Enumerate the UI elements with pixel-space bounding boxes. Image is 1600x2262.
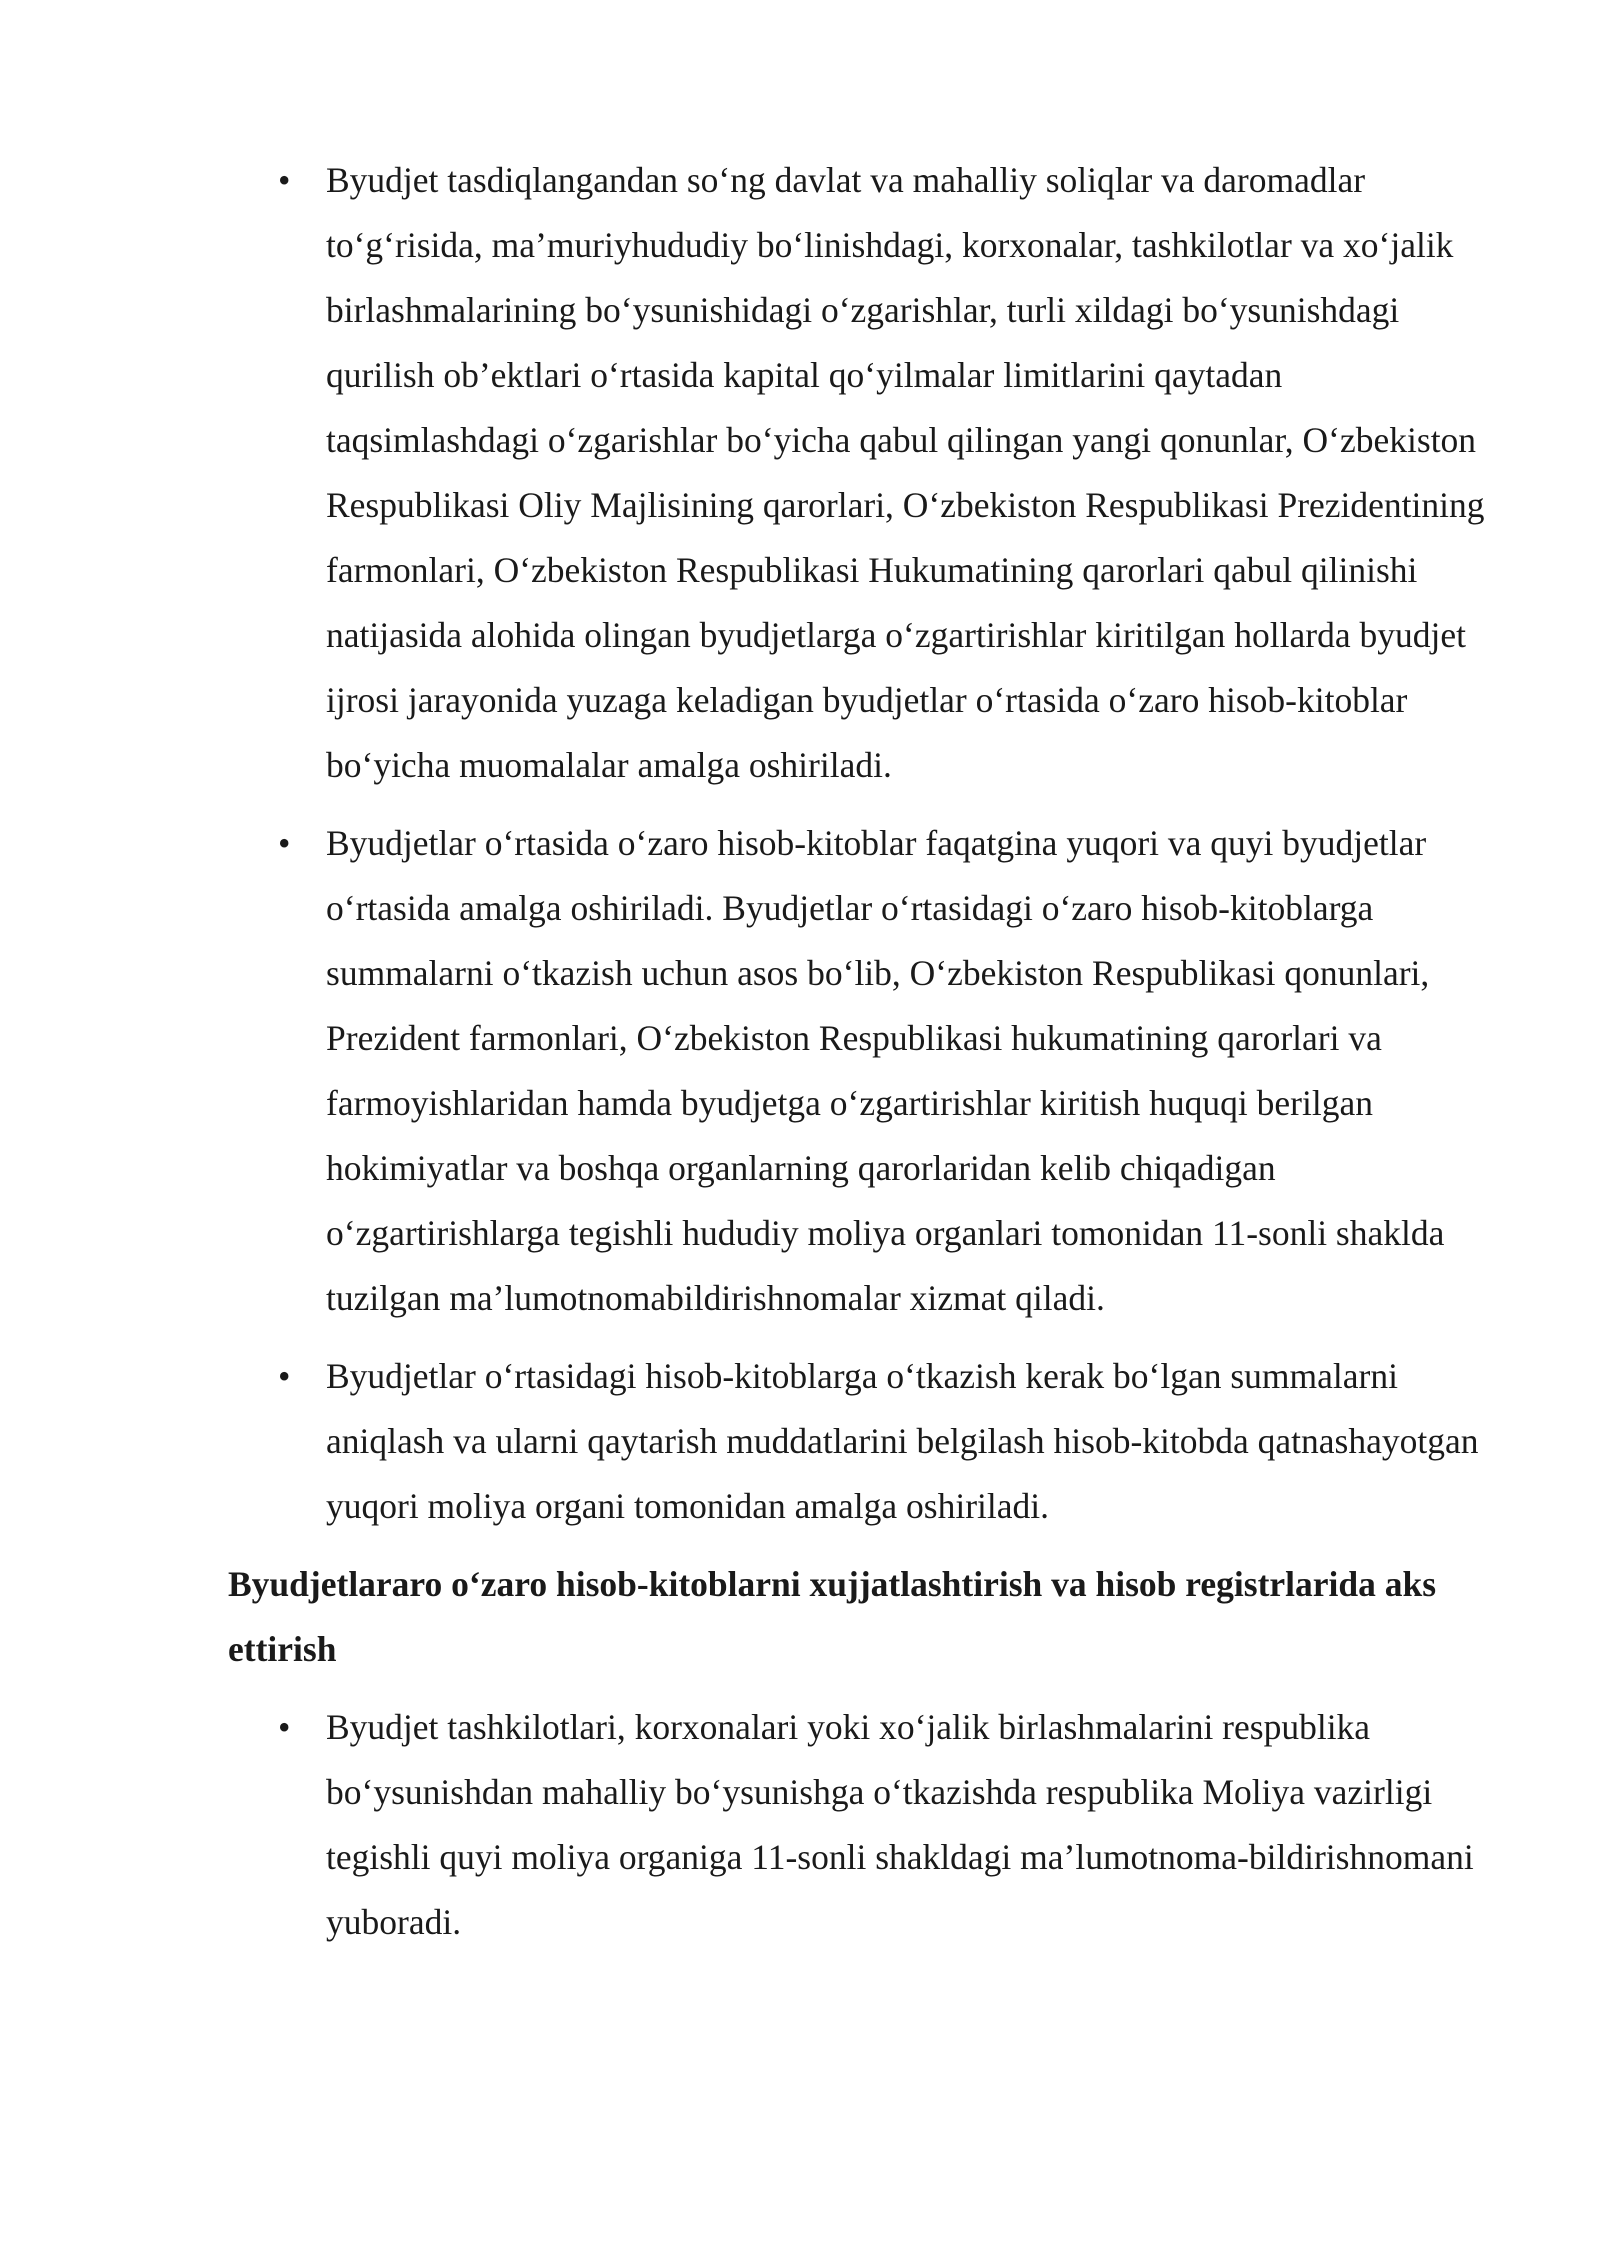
paragraph-text: Byudjetlar o‘rtasida o‘zaro hisob-kitoblar faqatgina yuqori va quyi byudjetlar o‘rtasida amalga oshiriladi. Byudjetlar o‘rtasidagi o‘zaro hisob-kitoblarga summalarni o‘tkazish uchun asos bo‘lib, O‘zbekiston Respublikasi qonunlari, Prezident farmonlari, O‘zbekiston Respublikasi hukumatining qarorlari va farmoyishlaridan hamda byudjetga o‘zgartirishlar kiritish huquqi berilgan hokimiyatlar va boshqa organlarning qarorlaridan kelib chiqadigan o‘zgartirishlarga tegishli hududiy moliya organlari tomonidan 11-sonli shaklda tuzilgan ma’lumotnomabildirishnomalar xizmat qiladi.: [326, 823, 1445, 1318]
paragraph-text: Byudjet tashkilotlari, korxonalari yoki xo‘jalik birlashmalarini respublika bo‘ysunishdan mahalliy bo‘ysunishga o‘tkazishda respublika Moliya vazirligi tegishli quyi moliya organiga 11-sonli shakldagi ma’lumotnoma-bildirishnomani yuboradi.: [326, 1707, 1474, 1942]
bullet-icon: •: [278, 1707, 291, 1747]
list-item: [228, 148, 1490, 798]
bullet-icon: •: [278, 1356, 291, 1396]
section-heading: Byudjetlararo o‘zaro hisob-kitoblarni xujjatlashtirish va hisob registrlarida aks ettirish: [228, 1564, 1437, 1669]
paragraph-text: Byudjet tasdiqlangandan so‘ng davlat va mahalliy soliqlar va daromadlar to‘g‘risida, ma’muriyhududiy bo‘linishdagi, korxonalar, tashkilotlar va xo‘jalik birlashmalarining bo‘ysunishidagi o‘zgarishlar, turli xildagi bo‘ysunishdagi qurilish ob’ektlari o‘rtasida kapital qo‘yilmalar limitlarini qaytadan taqsimlashdagi o‘zgarishlar bo‘yicha qabul qilingan yangi qonunlar, O‘zbekiston Respublikasi Oliy Majlisining qarorlari, O‘zbekiston Respublikasi Prezidentining farmonlari, O‘zbekiston Respublikasi Hukumatining qarorlari qabul qilinishi natijasida alohida olingan byudjetlarga o‘zgartirishlar kiritilgan hollarda byudjet ijrosi jarayonida yuzaga keladigan byudjetlar o‘rtasida o‘zaro hisob-kitoblar bo‘yicha muomalalar amalga oshiriladi.: [326, 160, 1485, 785]
bullet-list-1: [228, 148, 1490, 1539]
paragraph-text: Byudjetlar o‘rtasidagi hisob-kitoblarga o‘tkazish kerak bo‘lgan summalarni aniqlash va ularni qaytarish muddatlarini belgilash hisob-kitobda qatnashayotgan yuqori moliya organi tomonidan amalga oshiriladi.: [326, 1356, 1479, 1526]
list-item: [228, 1695, 1490, 1955]
bullet-icon: •: [278, 160, 291, 200]
bullet-icon: •: [278, 823, 291, 863]
bullet-list-2: [228, 1695, 1490, 1955]
list-item: [228, 1344, 1490, 1539]
list-item: [228, 811, 1490, 1331]
